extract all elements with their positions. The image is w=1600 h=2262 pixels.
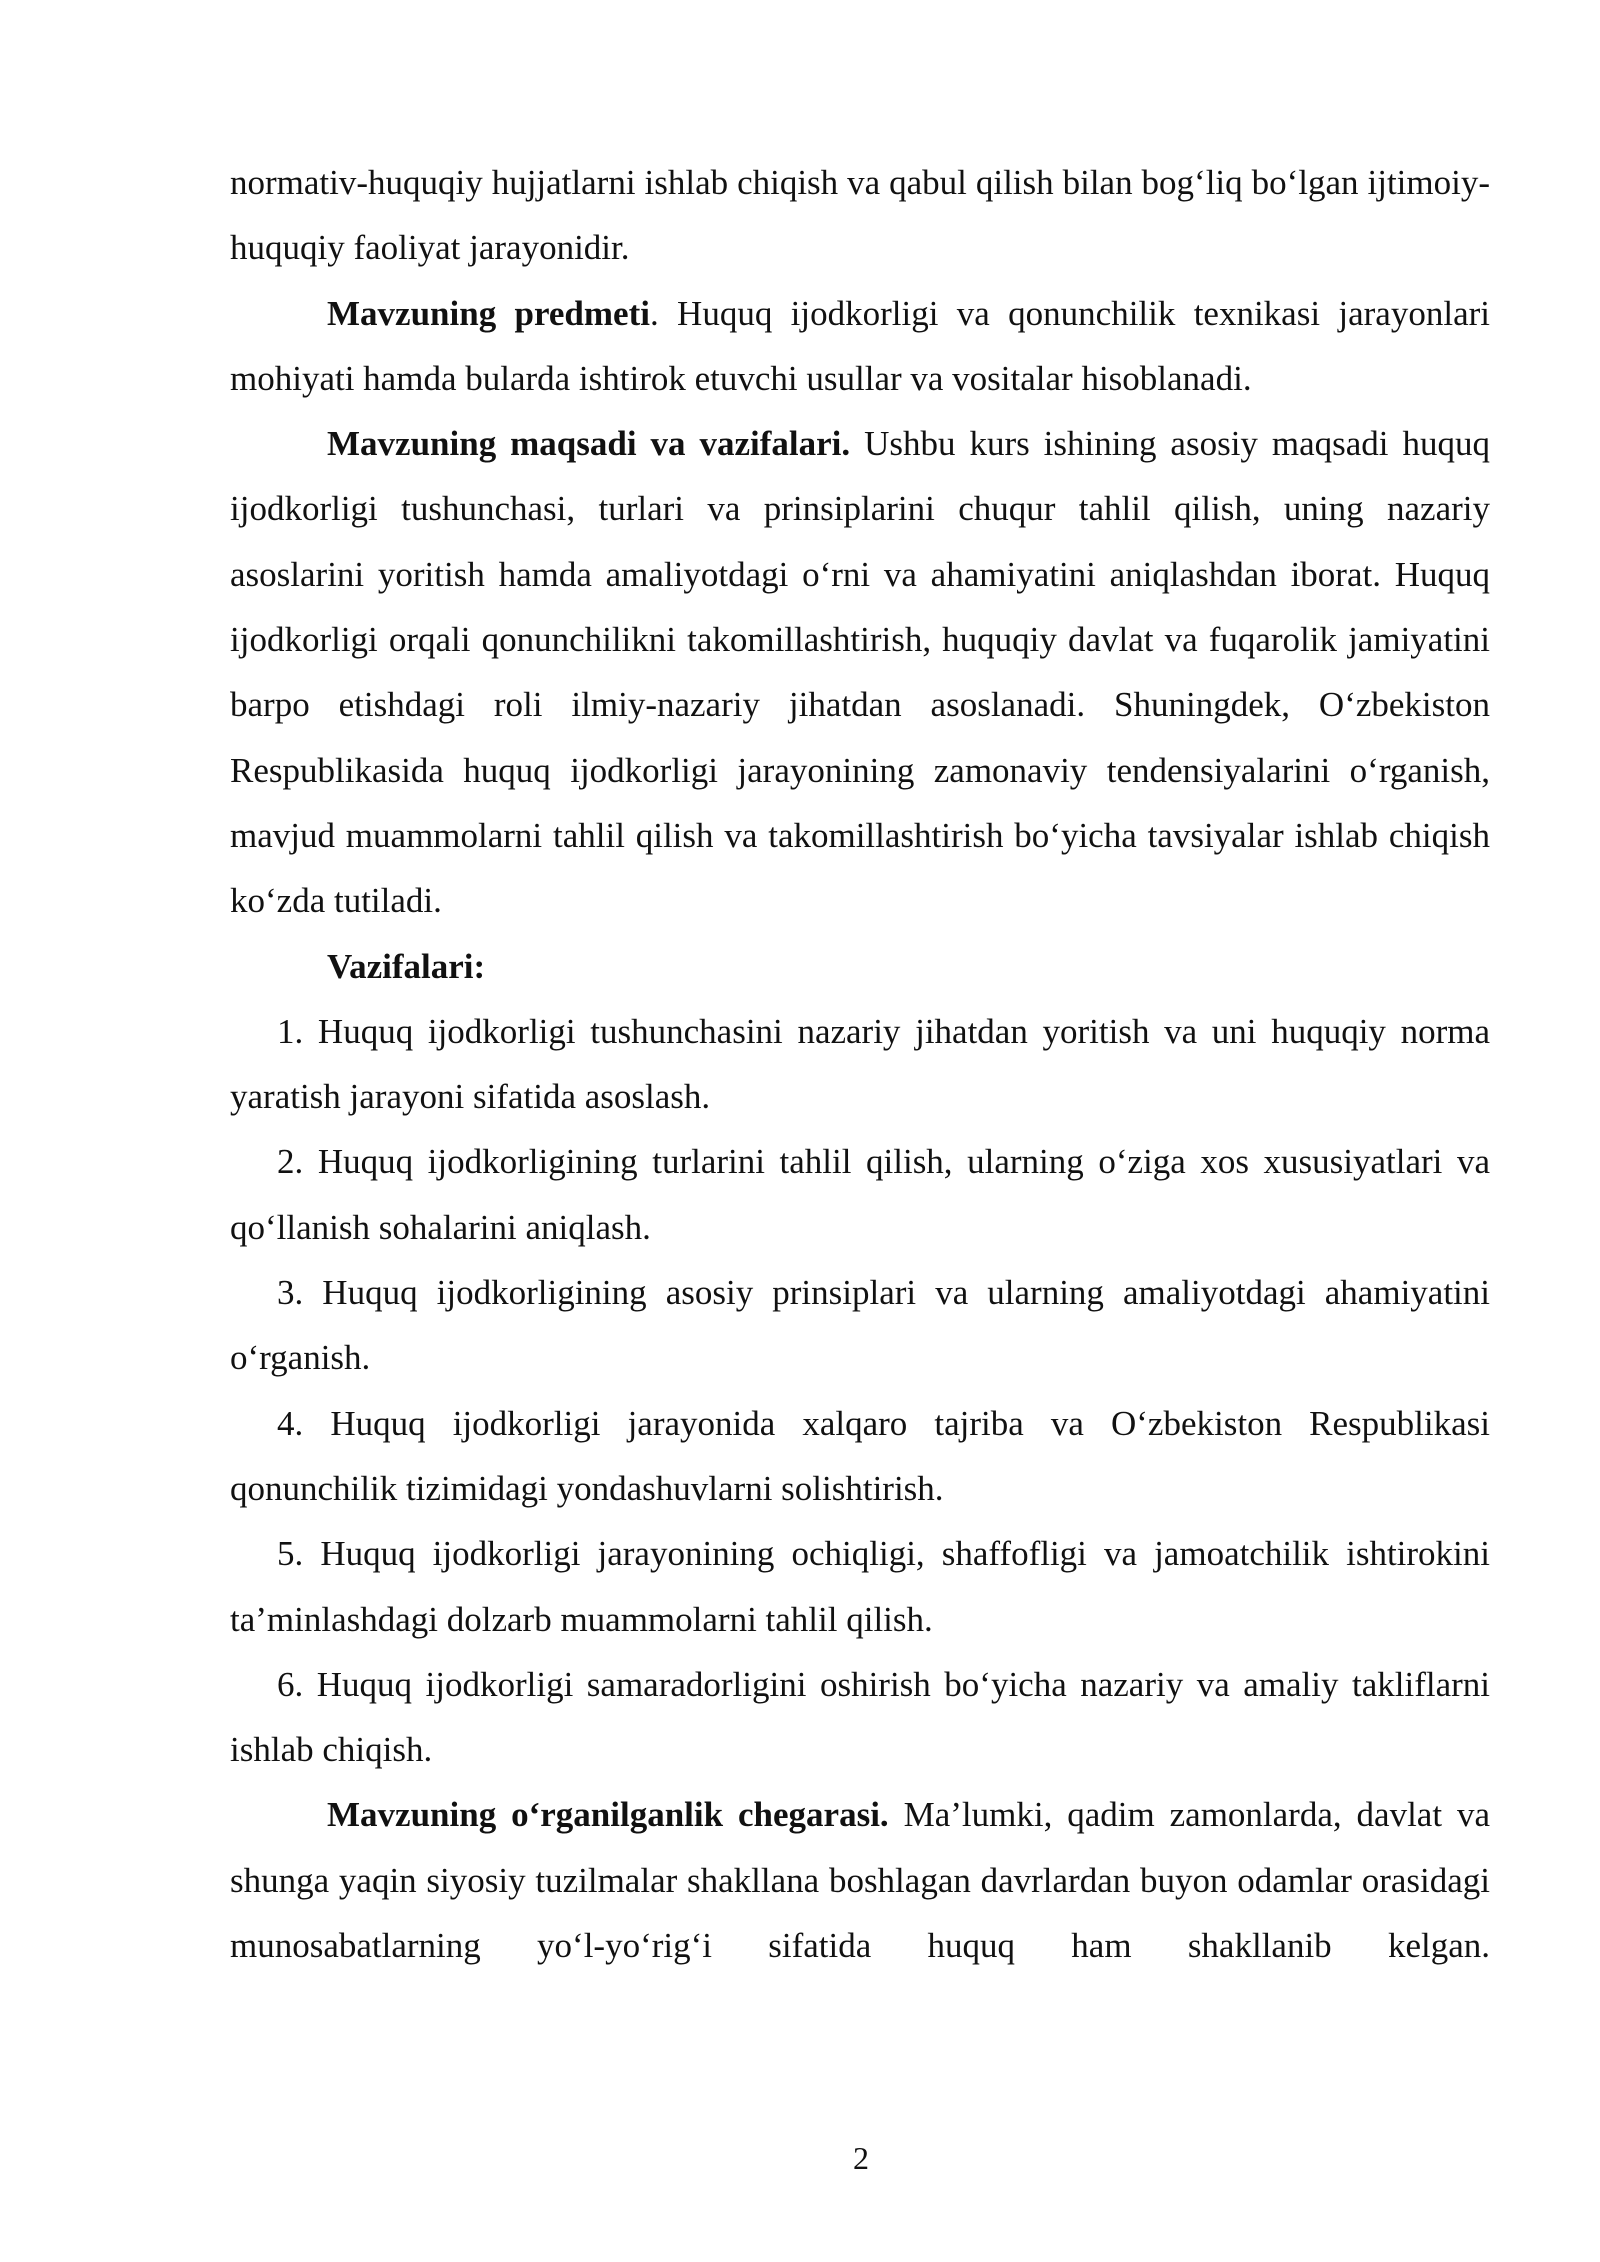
task-number: 2. [277, 1142, 304, 1182]
subject-text: . Huquq ijodkorligi va qonunchilik texnikasi jarayonlari mohiyati hamda bularda ishtirok etuvchi usullar va vositalar hisoblanadi. [230, 293, 1490, 398]
task-text: Huquq ijodkorligi jarayonining ochiqligi, shaffofligi va jamoatchilik ishtirokini ta’minlashdagi dolzarb muammolarni tahlil qilish. [230, 1534, 1490, 1639]
task-number: 4. [277, 1403, 304, 1443]
tasks-heading: Vazifalari: [327, 946, 486, 986]
goals-heading: Mavzuning maqsadi va vazifalari. [327, 424, 851, 464]
task-number: 1. [277, 1011, 304, 1051]
task-number: 6. [277, 1664, 304, 1704]
body-text [230, 150, 1490, 1978]
study-scope-text: Ma’lumki, qadim zamonlarda, davlat va shunga yaqin siyosiy tuzilmalar shakllana boshlagan davrlardan buyon odamlar orasidagi munosabatlarning yo‘l-yo‘rig‘i sifatida huquq ham shakllanib kelgan. [230, 1795, 1490, 1966]
goals-paragraph [230, 411, 1490, 933]
task-text: Huquq ijodkorligining asosiy prinsiplari va ularning amaliyotdagi ahamiyatini o‘rganish. [230, 1273, 1490, 1378]
task-item-5 [230, 1521, 1490, 1652]
tasks-heading-paragraph [230, 934, 1490, 999]
task-item-2 [230, 1129, 1490, 1260]
task-text: Huquq ijodkorligi jarayonida xalqaro tajriba va O‘zbekiston Respublikasi qonunchilik tizimidagi yondashuvlarni solishtirish. [230, 1403, 1490, 1508]
task-number: 3. [277, 1273, 304, 1313]
task-text: Huquq ijodkorligi tushunchasini nazariy jihatdan yoritish va uni huquqiy norma yaratish jarayoni sifatida asoslash. [230, 1011, 1490, 1117]
intro-text: normativ-huquqiy hujjatlarni ishlab chiqish va qabul qilish bilan bog‘liq bo‘lgan ijtimoiy-huquqiy faoliyat jarayonidir. [230, 163, 1490, 268]
subject-paragraph [230, 281, 1490, 412]
task-text: Huquq ijodkorligining turlarini tahlil qilish, ularning o‘ziga xos xususiyatlari va qo‘llanish sohalarini aniqlash. [230, 1142, 1490, 1247]
subject-heading: Mavzuning predmeti [327, 293, 650, 333]
task-item-1 [230, 999, 1490, 1130]
study-scope-paragraph [230, 1782, 1490, 1978]
study-scope-heading: Mavzuning o‘rganilganlik chegarasi. [327, 1795, 889, 1835]
task-item-4 [230, 1391, 1490, 1522]
goals-text: Ushbu kurs ishining asosiy maqsadi huquq ijodkorligi tushunchasi, turlari va prinsiplarini chuqur tahlil qilish, uning nazariy asoslarini yoritish hamda amaliyotdagi o‘rni va ahamiyatini aniqlashdan iborat. Huquq ijodkorligi orqali qonunchilikni takomillashtirish, huquqiy davlat va fuqarolik jamiyatini barpo etishdagi roli ilmiy-nazariy jihatdan asoslanadi. Shuningdek, O‘zbekiston Respublikasida huquq ijodkorligi jarayonining zamonaviy tendensiyalarini o‘rganish, mavjud muammolarni tahlil qilish va takomillashtirish bo‘yicha tavsiyalar ishlab chiqish ko‘zda tutiladi. [230, 424, 1490, 921]
task-text: Huquq ijodkorligi samaradorligini oshirish bo‘yicha nazariy va amaliy takliflarni ishlab chiqish. [230, 1664, 1490, 1770]
task-item-3 [230, 1260, 1490, 1391]
page-number: 2 [853, 2140, 869, 2176]
task-item-6 [230, 1652, 1490, 1783]
intro-paragraph [230, 150, 1490, 281]
task-number: 5. [277, 1534, 304, 1574]
